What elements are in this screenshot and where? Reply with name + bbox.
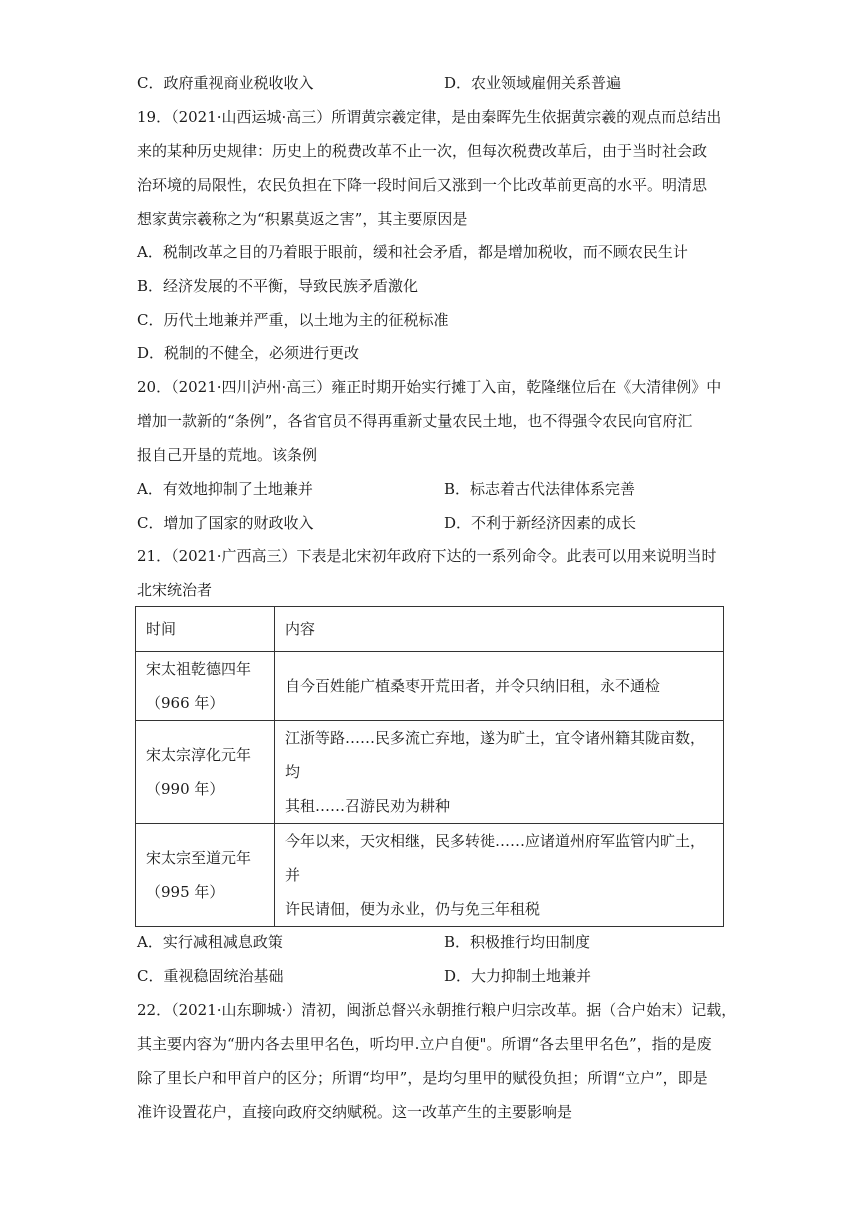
q19-option-a: A．税制改革之目的乃着眼于眼前，缓和社会矛盾，都是增加税收，而不顾农民生计	[137, 243, 688, 261]
q19-option-c: C．历代土地兼并严重，以土地为主的征税标准	[137, 311, 449, 329]
q21-table	[135, 606, 724, 927]
table-header-row	[136, 607, 724, 652]
q20-option-a: A．有效地抑制了土地兼并	[137, 480, 313, 498]
table-header-content: 内容	[275, 607, 724, 652]
q22-stem-line-1: 22．（2021·山东聊城·）清初，闽浙总督兴永朝推行粮户归宗改革。据（合户始末）记载，	[137, 1001, 737, 1019]
table-cell-time-text: 宋太祖乾德四年 （966 年）	[146, 660, 252, 712]
q20-stem-line-2: 增加一款新的“条例”，各省官员不得再重新丈量农民土地，也不得强令农民向官府汇	[137, 412, 693, 430]
table-cell-content-text: 江浙等路……民多流亡弃地，遂为旷土，宜令诸州籍其陇亩数，均 其租……召游民劝为耕种	[285, 729, 706, 815]
q21-option-c: C．重视稳固统治基础	[137, 967, 284, 985]
q19-stem-line-3: 治环境的局限性，农民负担在下降一段时间后又涨到一个比改革前更高的水平。明清思	[137, 176, 708, 194]
table-header-time: 时间	[136, 607, 275, 652]
q22-stem-line-4: 准许设置花户，直接向政府交纳赋税。这一改革产生的主要影响是	[137, 1103, 573, 1121]
q21-option-d: D．大力抑制土地兼并	[444, 967, 592, 985]
q22-stem-line-2: 其主要内容为“册内各去里甲名色，听均甲.立户自便"。所谓“各去里甲名色”，指的是废	[137, 1035, 712, 1053]
table-cell-time-text: 宋太宗至道元年 （995 年）	[146, 849, 252, 901]
q21-option-b: B．积极推行均田制度	[444, 933, 591, 951]
q21-option-a: A．实行减租减息政策	[137, 933, 283, 951]
table-cell-content	[275, 721, 724, 824]
q21-stem-line-2: 北宋统治者	[137, 581, 213, 599]
table-cell-time	[136, 824, 275, 927]
q22-stem-line-3: 除了里长户和甲首户的区分；所谓“均甲”，是均匀里甲的赋役负担；所谓“立户”，即是	[137, 1069, 708, 1087]
q19-stem-line-2: 来的某种历史规律：历史上的税费改革不止一次，但每次税费改革后，由于当时社会政	[137, 142, 708, 160]
q18-option-c: C．政府重视商业税收收入	[137, 74, 314, 92]
table-row	[136, 652, 724, 721]
q19-stem-line-1: 19．（2021·山西运城·高三）所谓黄宗羲定律，是由秦晖先生依据黄宗羲的观点而总结出	[137, 108, 722, 126]
table-cell-content	[275, 652, 724, 721]
table-row	[136, 824, 724, 927]
q19-stem-line-4: 想家黄宗羲称之为“积累莫返之害”，其主要原因是	[137, 210, 468, 228]
table-cell-content	[275, 824, 724, 927]
q20-option-d: D．不利于新经济因素的成长	[444, 514, 637, 532]
table-cell-time	[136, 721, 275, 824]
q19-option-b: B．经济发展的不平衡，导致民族矛盾激化	[137, 277, 419, 295]
q20-stem-line-3: 报自己开垦的荒地。该条例	[137, 446, 318, 464]
table-cell-time-text: 宋太宗淳化元年 （990 年）	[146, 746, 252, 798]
q18-option-d: D．农业领域雇佣关系普遍	[444, 74, 622, 92]
q20-option-b: B．标志着古代法律体系完善	[444, 480, 636, 498]
q21-stem-line-1: 21．（2021·广西高三）下表是北宋初年政府下达的一系列命令。此表可以用来说明当时	[137, 547, 717, 565]
q20-stem-line-1: 20．（2021·四川泸州·高三）雍正时期开始实行摊丁入亩，乾隆继位后在《大清律例》中	[137, 378, 722, 396]
table-row	[136, 721, 724, 824]
q20-option-c: C．增加了国家的财政收入	[137, 514, 314, 532]
table-cell-time	[136, 652, 275, 721]
table-cell-content-text: 自今百姓能广植桑枣开荒田者，并令只纳旧租，永不通检	[285, 677, 661, 695]
table-cell-content-text: 今年以来，天灾相继，民多转徙……应诸道州府军监管内旷土，并 许民请佃，便为永业，仍与免三年租税	[285, 832, 706, 918]
q19-option-d: D．税制的不健全，必须进行更改	[137, 344, 360, 362]
